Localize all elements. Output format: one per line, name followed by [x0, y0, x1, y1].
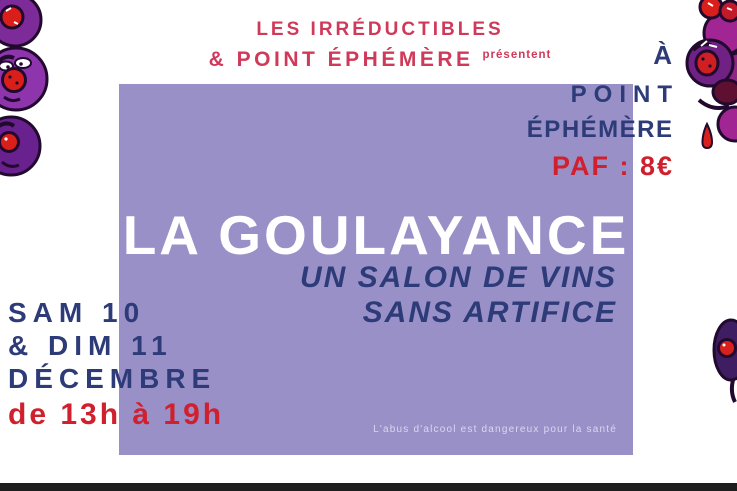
presenters-line1: LES IRRÉDUCTIBLES [256, 19, 504, 40]
date-line3: DÉCEMBRE [8, 363, 217, 394]
presenters-names: & POINT ÉPHÉMÈRE [208, 47, 474, 71]
event-subtitle-line2: SANS ARTIFICE [362, 296, 617, 329]
bottom-black-bar [0, 483, 737, 491]
venue-line-a: À [653, 40, 672, 70]
venue-line-point: POINT [570, 81, 679, 108]
grapes-illustration-right-top-icon [683, 0, 737, 160]
event-title: LA GOULAYANCE [122, 204, 630, 266]
grape-illustration-right-bottom-icon [709, 312, 737, 410]
presenters-suffix: présentent [482, 48, 552, 61]
venue-block [526, 40, 679, 182]
alcohol-disclaimer: L'abus d'alcool est dangereux pour la santé [373, 424, 617, 435]
date-line1: SAM 10 [8, 297, 146, 328]
date-line2: & DIM 11 [8, 330, 173, 361]
event-subtitle-line1: UN SALON DE VINS [299, 261, 617, 294]
dates-block [8, 296, 224, 431]
entry-price: PAF : 8€ [551, 151, 674, 181]
venue-line-ephemere: ÉPHÉMÈRE [526, 116, 674, 143]
opening-hours: de 13h à 19h [8, 398, 225, 431]
grapes-illustration-left-icon [0, 0, 50, 192]
